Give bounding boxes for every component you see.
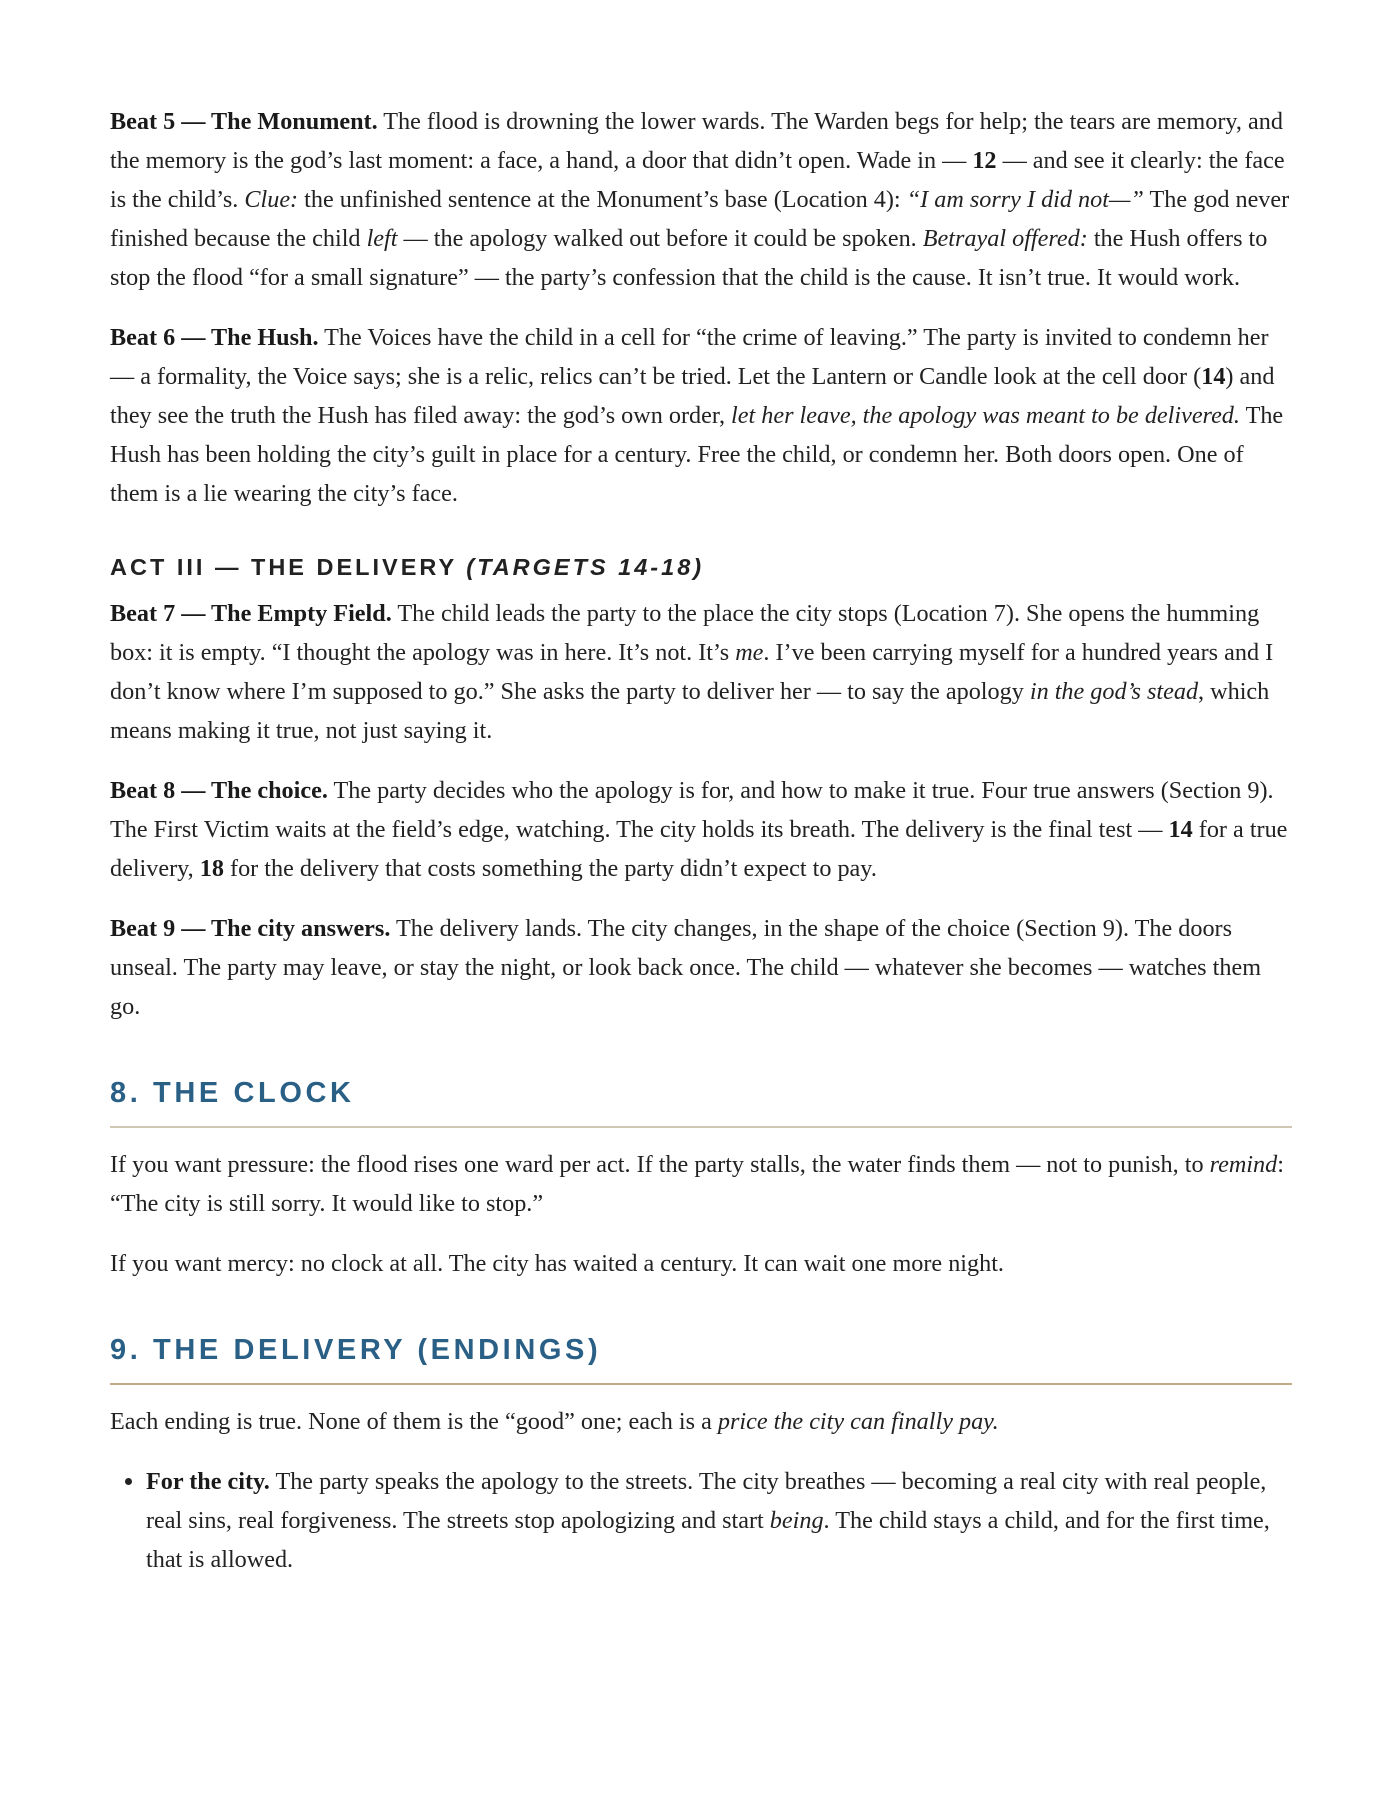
beat-5-paragraph	[110, 102, 1292, 297]
list-item	[146, 1462, 1292, 1579]
emphasis-left: left	[366, 225, 398, 252]
beat-7-text: . I’ve been carrying myself for a hundred years and I don’t know where I’m supposed to go.” She asks the party to deliver her — to say the apology	[110, 639, 1274, 705]
beat-8-paragraph	[110, 771, 1292, 888]
endings-intro-text: Each ending is true. None of them is the “good” one; each is a	[110, 1408, 718, 1435]
beat-6-text: The Hush has been holding the city’s guilt in place for a century. Free the child, or condemn her. Both doors open. One of them is a lie wearing the city’s face.	[110, 402, 1284, 507]
beat-5-text: the Hush offers to stop the flood “for a small signature” — the party’s confession that the child is the cause. It isn’t true. It would work.	[110, 225, 1268, 291]
section-9-heading: 9. THE DELIVERY (ENDINGS)	[110, 1331, 1292, 1385]
target-number: 18	[199, 855, 224, 882]
beat-7-text: The child leads the party to the place the city stops (Location 7). She opens the humming box: it is empty. “I thought the apology was in here. It’s not. It’s	[110, 600, 1260, 666]
gods-order: let her leave, the apology was meant to be delivered.	[731, 402, 1240, 429]
beat-5-text: — the apology walked out before it could be spoken.	[397, 225, 923, 252]
endings-intro	[110, 1402, 1292, 1441]
beat-8-text: for the delivery that costs something the party didn’t expect to pay.	[223, 855, 877, 882]
document-body	[110, 102, 1292, 1579]
beat-6-paragraph	[110, 318, 1292, 513]
beat-7-label: Beat 7 — The Empty Field.	[110, 600, 392, 627]
act-3-heading	[110, 551, 1292, 583]
beat-8-text: for a true delivery,	[110, 816, 1288, 882]
emphasis-me: me	[735, 639, 764, 666]
section-8-heading: 8. THE CLOCK	[110, 1074, 1292, 1128]
beat-5-text: The flood is drowning the lower wards. The Warden begs for help; the tears are memory, and the memory is the god’s last moment: a face, a hand, a door that didn’t open. Wade in —	[110, 108, 1283, 174]
clock-text: If you want pressure: the flood rises one ward per act. If the party stalls, the water finds them — not to punish, to	[110, 1151, 1210, 1178]
clock-pressure-paragraph	[110, 1145, 1292, 1223]
clock-text: : “The city is still sorry. It would like to stop.”	[110, 1151, 1284, 1217]
clock-mercy-paragraph: If you want mercy: no clock at all. The city has waited a century. It can wait one more night.	[110, 1250, 1004, 1277]
beat-7-paragraph	[110, 594, 1292, 750]
betrayal-label: Betrayal offered:	[922, 225, 1088, 252]
target-number: 14	[1168, 816, 1193, 843]
act-3-targets: (TARGETS 14-18)	[466, 554, 705, 580]
clue-label: Clue:	[244, 186, 299, 213]
beat-6-text: The Voices have the child in a cell for “the crime of leaving.” The party is invited to condemn her — a formality, the Voice says; she is a relic, relics can’t be tried. Let the Lantern or Candle look at the cell door (	[110, 324, 1269, 390]
ending-text: . The child stays a child, and for the first time, that is allowed.	[146, 1507, 1270, 1573]
beat-7-text: , which means making it true, not just saying it.	[110, 678, 1270, 744]
beat-9-paragraph	[110, 909, 1292, 1026]
emphasis-price: price the city can finally pay.	[717, 1408, 999, 1435]
beat-6-label: Beat 6 — The Hush.	[110, 324, 319, 351]
ending-text: The party speaks the apology to the streets. The city breathes — becoming a real city with real people, real sins, real forgiveness. The streets stop apologizing and start	[146, 1468, 1267, 1534]
beat-5-label: Beat 5 — The Monument.	[110, 108, 378, 135]
beat-5-text: the unfinished sentence at the Monument’s base (Location 4):	[298, 186, 907, 213]
beat-8-text: The party decides who the apology is for, and how to make it true. Four true answers (Section 9). The First Victim waits at the field’s edge, watching. The city holds its breath. The delivery is the final test —	[110, 777, 1274, 843]
emphasis-remind: remind	[1209, 1151, 1278, 1178]
act-3-title: ACT III — THE DELIVERY	[110, 554, 467, 580]
endings-list	[110, 1462, 1292, 1579]
beat-5-text: — and see it clearly: the face is the child’s.	[110, 147, 1285, 213]
emphasis-being: being	[769, 1507, 824, 1534]
unfinished-quote: “I am sorry I did not—”	[906, 186, 1144, 213]
beat-9-label: Beat 9 — The city answers.	[110, 915, 391, 942]
emphasis-stead: in the god’s stead	[1029, 678, 1199, 705]
beat-5-text: The god never finished because the child	[110, 186, 1290, 252]
beat-9-text: The delivery lands. The city changes, in the shape of the choice (Section 9). The doors unseal. The party may leave, or stay the night, or look back once. The child — whatever she becomes — watches them go.	[110, 915, 1262, 1020]
beat-8-label: Beat 8 — The choice.	[110, 777, 328, 804]
ending-label: For the city.	[146, 1468, 270, 1495]
target-number: 14	[1201, 363, 1226, 390]
beat-6-text: ) and they see the truth the Hush has filed away: the god’s own order,	[110, 363, 1275, 429]
target-number: 12	[972, 147, 997, 174]
